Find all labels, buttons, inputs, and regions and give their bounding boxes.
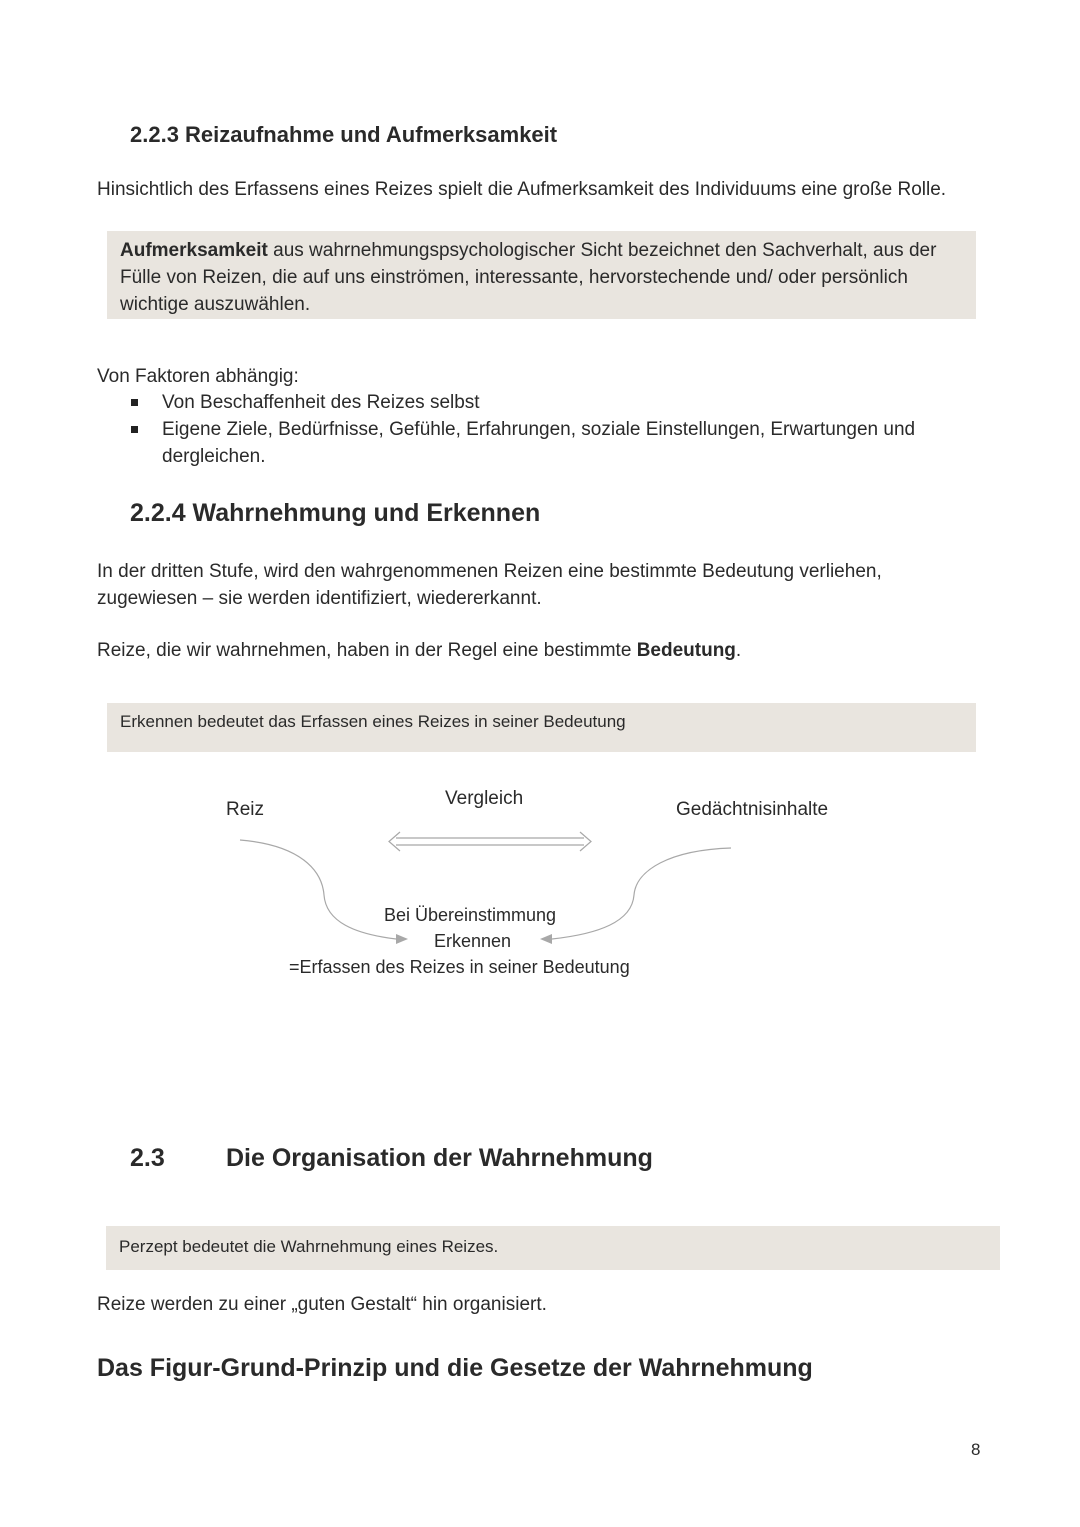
section-23-number: 2.3 (130, 1144, 165, 1172)
diagram-match-label: Bei Übereinstimmung (384, 905, 557, 925)
section-224-heading: 2.2.4 Wahrnehmung und Erkennen (130, 499, 541, 527)
attention-definition-body: aus wahrnehmungspsychologischer Sicht bezeichnet den Sachverhalt, aus der Fülle von Reizen, die auf uns einströmen, interessante, hervorstechende und/ oder persönlich wichtige auszuwählen. (120, 240, 937, 315)
page-number: 8 (971, 1440, 981, 1459)
section-23-title: Die Organisation der Wahrnehmung (226, 1144, 653, 1172)
perzept-definition-text: Perzept bedeutet die Wahrnehmung eines Reizes. (119, 1237, 499, 1256)
figure-ground-heading: Das Figur-Grund-Prinzip und die Gesetze der Wahrnehmung (97, 1354, 813, 1382)
section-23-para: Reize werden zu einer „guten Gestalt“ hin organisiert. (97, 1294, 547, 1315)
diagram-result-description: =Erfassen des Reizes in seiner Bedeutung (289, 957, 630, 977)
diagram-result-label: Erkennen (434, 931, 512, 951)
bedeutung-bold: Bedeutung (636, 640, 736, 661)
perzept-definition-box (106, 1226, 1000, 1270)
list-item: Von Beschaffenheit des Reizes selbst (97, 389, 957, 416)
left-curve-arrow (240, 840, 396, 939)
section-224-para1: In der dritten Stufe, wird den wahrgenommenen Reizen eine bestimmte Bedeutung verliehen, zugewiesen – sie werden identifiziert, wiedererkannt. (97, 561, 882, 609)
left-arrowhead-icon (396, 934, 408, 944)
diagram-reiz-label: Reiz (226, 799, 265, 820)
attention-definition-term: Aufmerksamkeit (120, 240, 268, 261)
right-arrowhead-icon (540, 934, 552, 944)
recognition-definition-text: Erkennen bedeutet das Erfassen eines Reizes in seiner Bedeutung (120, 712, 626, 731)
diagram-vergleich-label: Vergleich (445, 788, 524, 809)
section-224-para2: Reize, die wir wahrnehmen, haben in der Regel eine bestimmte Bedeutung. (97, 640, 742, 661)
section-223-intro: Hinsichtlich des Erfassens eines Reizes spielt die Aufmerksamkeit des Individuums eine große Rolle. (97, 179, 947, 200)
section-223-heading: 2.2.3 Reizaufnahme und Aufmerksamkeit (130, 122, 558, 147)
factors-intro: Von Faktoren abhängig: (97, 366, 299, 387)
double-arrow-icon (389, 832, 591, 851)
list-item: Eigene Ziele, Bedürfnisse, Gefühle, Erfahrungen, soziale Einstellungen, Erwartungen und dergleichen. (97, 416, 957, 470)
diagram-gedaechtnis-label: Gedächtnisinhalte (676, 799, 829, 820)
right-curve-arrow (552, 848, 731, 939)
